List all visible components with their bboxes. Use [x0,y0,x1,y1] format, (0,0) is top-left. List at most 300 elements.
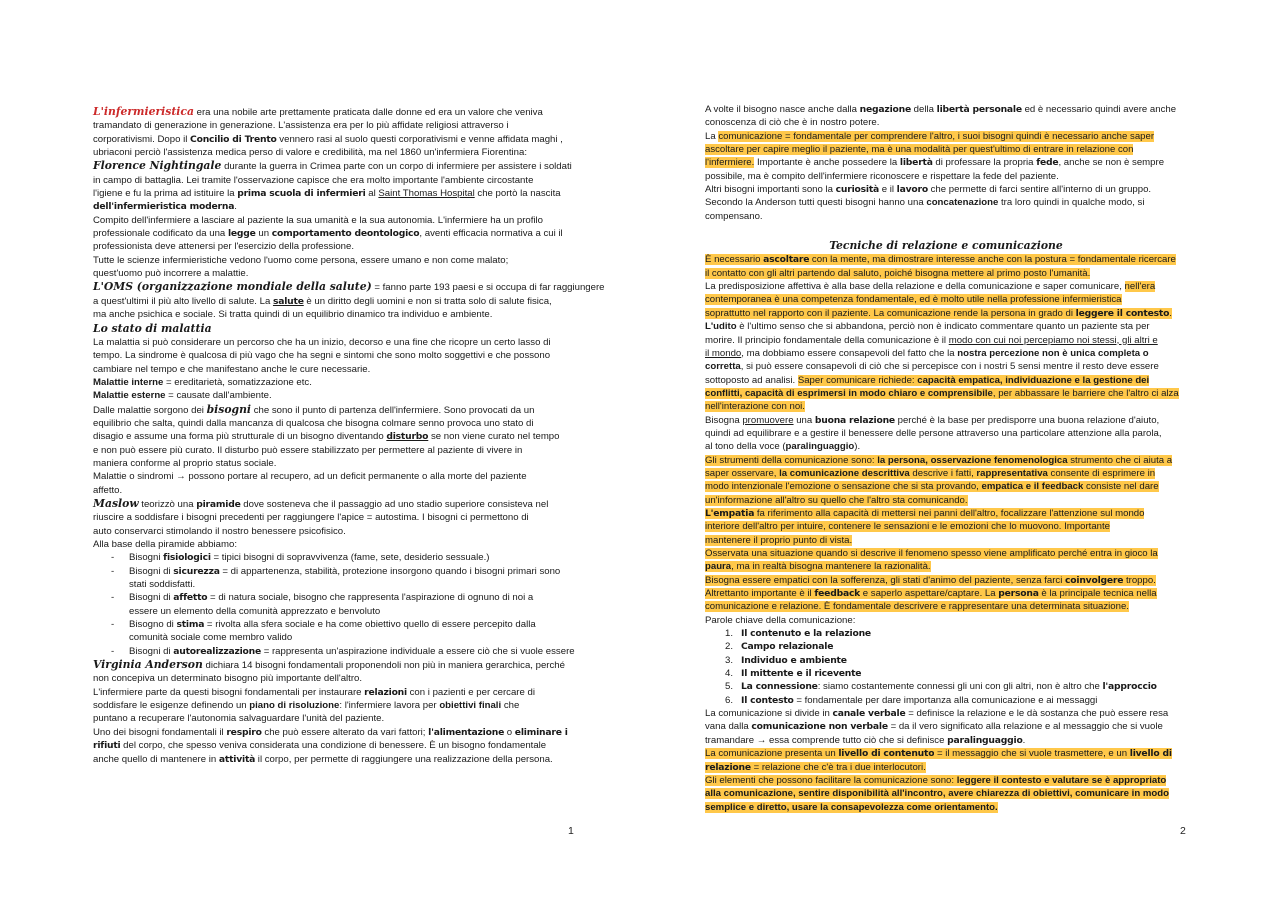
text-span: , per abbassare le barriere che l'altro ci alza [992,387,1179,399]
text-span: disturbo [386,431,429,443]
text-span: L'infermieristica [93,105,194,118]
numbered-list-item [705,654,1187,667]
text-span: comunità sociale come membro valido [129,632,293,644]
text-span: è la principale tecnica nella [1038,588,1157,600]
text-span: ed è necessario quindi avere anche [1021,104,1177,115]
text-line [705,130,1187,143]
text-span: e il [879,184,897,196]
text-span: La comunicazione presenta un [705,748,839,760]
text-span: che permette di farci sentire all'interno di un gruppo. [927,184,1152,196]
text-span: = fanno parte 193 paesi e si occupa di far raggiungere [371,282,605,294]
text-span: al tono della voce ( [705,441,786,453]
text-span: capacità empatica, individuazione e la gestione dei [917,374,1150,386]
text-line [705,454,1187,467]
text-span: tempo. La sindrome è qualcosa di più vago che ha segni e sintomi che sono molto soggettivi e che possono [93,350,551,362]
bullet-marker: - [111,552,115,564]
text-line [705,253,1187,266]
text-span: perché è la base per predisporre una buona relazione d'aiuto, [894,414,1160,426]
text-span: leggere il contesto e valutare se è appropriato [956,774,1167,786]
text-span: era una nobile arte prettamente praticata dalle donne ed era un valore che veniva [193,107,543,118]
text-span: descrive i fatti, [909,467,977,479]
text-span: Saper comunicare richiede: [797,374,918,386]
text-line [705,116,1187,129]
text-span: un'informazione all'altro su quello che l'altro sta comunicando. [705,494,968,506]
text-line [93,686,575,699]
text-span: stati soddisfatti. [129,579,196,591]
text-span: Uno dei bisogni fondamentali il [93,726,227,738]
text-span: un [255,228,272,240]
text-span: L'udito [705,321,737,333]
text-span: soddisfare le esigenze definendo un [93,700,250,712]
text-span: di professare la propria [932,157,1037,169]
text-span: troppo. [1123,574,1156,586]
text-span: = fondamentale per dare importanza alla comunicazione e ai messaggi [793,694,1098,706]
text-line [705,547,1187,560]
text-span: Bisogni di [129,565,174,577]
text-span: Osservata una situazione quando si descrive il fenomeno spesso viene amplificato perché entra in gioco la [705,548,1158,559]
text-span: Bisogno di [129,619,177,631]
text-line [705,761,1187,774]
text-span: il corpo, per permette di raggiungere una realizzazione della persona. [255,753,553,765]
text-line [705,480,1187,493]
text-line [705,734,1187,747]
text-span: dichiara 14 bisogni fondamentali proponendoli non più in maniera gerarchica, perché [202,660,565,672]
text-line [705,520,1187,533]
text-span: l'alimentazione [428,726,505,738]
text-span: Concilio di Trento [190,133,277,145]
text-span: strumento che ci aiuta a [1067,454,1173,466]
text-span: in campo di battaglia. Lei tramite l'osservazione capisce che era molto importante l'ambiente circostante [93,174,534,186]
text-span: fede [1036,157,1059,169]
text-line [93,403,575,417]
text-span: stima [176,619,205,631]
text-span: = il messaggio che si vuole trasmettere, e un [934,748,1130,760]
text-span: piramide [196,498,241,510]
text-line [705,387,1187,400]
text-line [705,614,1187,627]
text-span: Il contenuto e la relazione [741,628,871,640]
text-line [93,159,575,173]
text-span: livello di [1129,748,1172,760]
text-line [705,156,1187,169]
text-span: conflitti, capacità di esprimersi in modo chiaro e comprensibile [705,387,993,399]
text-span: l'infermiere. [705,157,755,169]
text-span: professionale codificato da una [93,228,228,240]
text-span: il contatto con gli altri partendo dal saluto, poiché bisogna mettere al primo posto l'umanità. [705,267,1091,279]
text-span: relazione [705,761,751,773]
text-span: possibile, ma è compito dell'infermiere riconoscere e rispettare la fede del paziente. [705,170,1059,182]
text-line [705,170,1187,183]
text-span: e saperlo aspettare/captare. La [860,588,999,600]
text-line [93,578,575,591]
text-span: = definisce la relazione e le dà sostanza che può essere resa [905,708,1169,720]
text-line [705,143,1187,156]
text-span: teorizzò una [138,498,197,510]
text-line [705,534,1187,547]
text-line [93,389,575,402]
text-span: alla comunicazione, sentire disponibilità all'incontro, avere chiarezza di obiettivi, comunicare in modo [705,788,1169,800]
text-span: a quest'ultimi il più alto livello di salute. La [93,295,273,307]
text-span: vennero rasi al suolo questi corporativismi e venne affidata maghi , [276,133,563,145]
text-span: Maslow [93,496,139,510]
text-span: Il contesto [741,694,794,706]
text-span: tramandare → essa comprende tutto ciò che si definisce [705,734,948,746]
text-span: saper osservare, [705,467,780,479]
text-line [705,210,1187,223]
text-span: modo intenzionale l'emozione o sensazione che si sta provando, [705,481,982,493]
text-line [705,587,1187,600]
text-span: contemporanea è una competenza fondamentale, ed è molto utile nella professione infermieristica [705,294,1122,306]
text-span: Il mittente e il ricevente [741,668,862,680]
text-span: al [365,188,379,200]
text-span: obiettivi finali [439,700,502,712]
text-line [705,787,1187,800]
text-line [93,146,575,159]
text-span: Bisogni di [129,592,174,604]
text-span: Bisogni [129,552,164,564]
bullet-list-item [93,618,575,631]
text-line [93,538,575,551]
text-span: Compito dell'infermiere a lasciare al paziente la sua umanità e la sua autonomia. L'infermiere ha un profilo [93,214,544,226]
text-line [93,658,575,672]
text-span: Altrettanto importante è il [705,588,815,600]
text-span: Bisogna [705,414,743,426]
text-span: comunicazione e relazione. È fondamentale descrivere e rappresentare una determinata situazione. [705,601,1129,613]
text-span: auto conservarci stimolando il nostro benessere psicofisico. [93,525,346,537]
text-span: , anche se non è sempre [1058,157,1165,169]
text-span: dove sosteneva che il passaggio ad uno stadio superiore consisteva nel [240,498,549,510]
text-span: Bisogni di [129,645,174,657]
text-span: corretta [705,361,741,373]
text-span: Importante è anche possedere la [754,157,900,169]
text-span: paralinguaggio [947,734,1023,746]
text-line [93,631,575,644]
text-span: = di appartenenza, stabilità, protezione insorgono quando i bisogni primari sono [219,565,561,577]
text-span: , aventi efficacia normativa a cui il [419,228,563,240]
text-span: salute [272,295,304,307]
text-span: . [1022,734,1026,746]
list-number: 3. [725,654,734,666]
text-span: nostra percezione non è unica completa o [957,347,1149,359]
text-line [705,747,1187,760]
text-span: legge [227,228,256,240]
text-span: Bisogna essere empatici con la sofferenza, gli stati d'animo del paziente, senza farci [705,574,1066,586]
text-line [705,183,1187,196]
text-span: affetto. [93,484,123,496]
text-line [705,374,1187,387]
text-span: dell'infermieristica moderna [93,201,235,213]
text-line [705,467,1187,480]
text-span: non concepiva un determinato bisogno più importante dell'altro. [93,673,363,685]
bullet-list-item [93,565,575,578]
text-span: paralinguaggio [785,441,855,453]
text-span: . [1169,307,1172,319]
text-line [93,712,575,725]
text-line [705,574,1187,587]
text-span: Florence Nightingale [93,159,222,173]
text-span: semplice e diretto, usare la consapevolezza come orientamento. [705,801,998,813]
text-line [93,699,575,712]
text-span: = relazione che c'è tra i due interlocutori. [750,761,926,773]
text-span: Malattie o sindromi → possono portare al recupero, ad un deficit permanente o alla morte del paziente [93,471,527,483]
text-span: canale verbale [832,708,906,720]
text-span: persona [998,588,1039,600]
text-span: = di natura sociale, bisogno che rappresenta l'aspirazione di ognuno di noi a [207,592,534,604]
text-span: morire. Il principio fondamentale della comunicazione è il [705,334,949,346]
text-span: = da il vero significato alla relazione e al messaggio che si vuole [887,721,1163,733]
text-span: interiore dell'altro per intuire, contenere le sensazioni e le emozioni che lo muovono. Importante [705,521,1110,533]
text-span: , ma dobbiamo essere consapevoli del fatto che la [741,347,958,359]
list-number: 2. [725,641,734,653]
text-line [93,470,575,483]
text-span: modo con cui noi percepiamo noi stessi, gli altri e [948,334,1158,346]
text-line [93,267,575,280]
text-line [93,363,575,376]
text-span: della [911,104,937,115]
text-span: mantenere il proprio punto di vista. [705,534,853,546]
text-span: Malattie esterne [93,390,166,402]
text-span: o [504,726,515,738]
text-line [705,280,1187,293]
text-span: comunicazione = fondamentale per comprendere l'altro, i suoi bisogni quindi è necessario anche saper [718,130,1155,142]
text-span: concatenazione [926,197,999,209]
text-line [705,720,1187,733]
text-span: essere un elemento della comunità apprezzato e benvoluto [129,605,381,617]
text-line [93,739,575,752]
text-span: se non viene curato nel tempo [428,431,560,443]
text-span: Tutte le scienze infermieristiche vedono l'uomo come persona, essere umano e non come malato; [93,254,509,266]
page-2-text [705,103,1187,814]
text-span: , si può essere consapevoli di ciò che si percepisce con i nostri 5 sensi mentre il resto deve essere [740,361,1159,373]
text-line [705,196,1187,209]
text-line [93,336,575,349]
text-span: La comunicazione si divide in [705,708,833,720]
text-span: libertà [899,157,933,169]
bullet-list-item [93,645,575,658]
text-span: professionista deve attenersi per l'esercizio della professione. [93,241,355,253]
text-line [705,600,1187,613]
text-span: buona relazione [814,414,895,426]
text-span: = causate dall'ambiente. [165,390,272,402]
text-span: curiosità [835,184,880,196]
text-span: : l'infermiere lavora per [339,700,440,712]
text-line [705,334,1187,347]
text-span: negazione [859,104,912,115]
text-span: , ma in realtà bisogna mantenere la razionalità. [731,561,931,573]
text-span: che [501,700,520,712]
text-span: fisiologici [163,552,211,564]
text-line [93,280,605,294]
text-line [93,174,575,187]
text-line [705,320,1187,333]
text-span: Virginia Anderson [93,658,203,672]
text-line [93,308,575,321]
text-line [93,240,575,253]
text-span: durante la guerra in Crimea parte con un corpo di infermiere per assistere i soldati [221,161,572,173]
numbered-list-item [705,667,1187,680]
list-number: 4. [725,668,734,680]
bullet-marker: - [111,619,115,631]
text-span: del corpo, che spesso veniva considerata una condizione di benessere. È un bisogno fondamentale [120,740,547,752]
text-line [93,457,575,470]
page-number: 2 [1180,825,1186,837]
text-line [93,444,575,457]
text-span: ascoltare [763,254,810,266]
section-heading [705,223,1187,253]
text-span: : siamo costantemente connessi gli uni con gli altri, non è altro che [817,681,1103,693]
text-line [705,414,1187,427]
text-span: Malattie interne [93,376,164,388]
numbered-list-item [705,680,1187,693]
text-span: = ereditarietà, somatizzazione etc. [163,376,312,388]
text-span: tra loro quindi in qualche modo, si [998,197,1145,209]
text-span: Tecniche di relazione e comunicazione [829,239,1063,253]
text-span: Lo stato di malattia [93,321,212,335]
text-span: Saint Thomas Hospital [378,188,475,200]
text-line [705,400,1187,413]
text-span: paura [705,561,732,573]
text-span: relazioni [364,686,407,698]
page-1-text [93,105,605,766]
text-span: livello di contenuto [838,748,935,760]
text-span: il mondo [705,347,742,359]
text-span: soprattutto nel rapporto con il paziente. La comunicazione rende la persona in grado di [705,307,1076,319]
list-number: 5. [725,681,734,693]
text-line [93,525,575,538]
text-line [93,133,575,146]
text-span: disagio e assume una forma più strutturale di un bisogno diventando [93,431,387,443]
text-span: conoscenza di ciò che è in nostro potere. [705,117,880,129]
text-span: sottoposto ad analisi. [705,374,798,386]
text-span: anche quello di mantenere in [93,753,219,765]
text-span: ascoltare per capire meglio il paziente, ma è una modalità per quest'ultimo di entrare in relazione con [705,144,1134,156]
text-span: A volte il bisogno nasce anche dalla [705,104,860,115]
text-span: la persona, osservazione fenomenologica [877,454,1068,466]
text-span: empatica e il feedback [981,481,1084,493]
text-span: La [705,130,719,142]
text-span: compensano. [705,210,763,222]
text-span: fa riferimento alla capacità di mettersi nei panni dell'altro, focalizzare l'attenzione sul mondo [754,507,1145,519]
text-span: autorealizzazione [173,645,262,657]
text-span: Alla base della piramide abbiamo: [93,539,237,550]
bullet-list-item [93,551,575,564]
bullet-marker: - [111,645,115,657]
text-span: attività [218,753,256,765]
text-line [705,307,1187,320]
text-line [93,214,575,227]
text-line [705,560,1187,573]
text-line [705,103,1187,116]
text-span: l'igiene e fu la prima ad istituire la [93,188,238,200]
text-line [705,427,1187,440]
text-span: = rivolta alla sfera sociale e ha come obiettivo quello di essere percepito dalla [204,619,536,631]
text-line [705,293,1187,306]
text-span: Dalle malattie sorgono dei [93,404,207,416]
text-span: equilibrio che salta, quindi dalla mancanza di qualcosa che bisogna colmare senno provoca uno stato di [93,417,534,429]
text-line [705,494,1187,507]
text-span: . [234,201,237,213]
text-span: = rappresenta un'aspirazione individuale a essere ciò che si vuole essere [261,645,575,657]
numbered-list-item [705,640,1187,653]
text-span: consiste nel dare [1083,481,1159,493]
text-line [705,347,1187,360]
text-span: L'empatia [705,507,755,519]
text-span: lavoro [896,184,928,196]
text-span: comportamento deontologico [271,228,420,240]
text-span: è l'ultimo senso che si abbandona, perciò non è indicato commentare quanto un paziente sta per [736,321,1150,333]
text-span: leggere il contesto [1075,307,1170,319]
text-span: una [793,414,815,426]
text-span: = tipici bisogni di sopravvivenza (fame, sete, desiderio sessuale.) [210,552,490,564]
text-span: bisogni [206,402,252,416]
text-span: tramandato di generazione in generazione. L'assistenza era per lo più affidate religiosi attraverso i [93,120,509,132]
text-span: vana dalla [705,721,752,733]
text-span: rappresentativa [976,467,1048,479]
text-span: puntano a recuperare l'autonomia salvaguardare l'unità del paziente. [93,713,385,725]
text-line [93,119,575,132]
text-span: piano di risoluzione [249,700,340,712]
text-line [93,200,575,213]
text-line [93,417,575,430]
text-span: respiro [226,726,262,738]
text-span: La predisposizione affettiva è alla base della relazione e della comunicazione e saper comunicare, [705,281,1125,293]
text-line [705,360,1187,373]
text-span: corporativismi. Dopo il [93,133,191,145]
text-span: rifiuti [93,740,121,752]
text-span: Gli strumenti della comunicazione sono: [705,454,878,466]
text-line [93,753,575,766]
text-line [705,774,1187,787]
text-line [93,484,575,497]
text-line [93,497,575,511]
text-span: la comunicazione descrittiva [779,467,910,479]
text-line [705,267,1187,280]
text-span: ma anche psichica e sociale. Si tratta quindi di un equilibrio dinamico tra individuo e ambiente. [93,309,493,321]
text-span: eliminare i [514,726,568,738]
text-span: che portò la nascita [474,188,561,200]
text-line [93,295,575,308]
text-line [93,105,575,119]
text-span: con i pazienti e per cercare di [406,686,535,698]
text-span: Individuo e ambiente [741,654,847,666]
text-span: e non può essere più curato. Il disturbo può essere stabilizzato per permettere al paziente di vivere in [93,444,523,456]
text-span: L'OMS (organizzazione mondiale della salute) [93,280,372,294]
text-span: È necessario [705,254,764,266]
text-line [93,672,575,685]
text-line [705,707,1187,720]
text-span: Altri bisogni importanti sono la [705,184,836,196]
text-line [93,254,575,267]
list-number: 6. [725,694,734,706]
text-line [93,349,575,362]
text-span: consente di esprimere in [1047,467,1156,479]
numbered-list-item [705,627,1187,640]
text-span: quindi ad equilibrare e a gestire il benessere delle persone attraverso una particolare attenzione alla parola, [705,427,1162,439]
text-line [93,187,575,200]
bullet-marker: - [111,592,115,604]
text-span: ubriaconi perciò l'assistenza medica perso di valore e credibilità, ma nel 1860 un'infermiera Fiorentina: [93,147,528,159]
page-number: 1 [568,825,574,837]
text-span: Gli elementi che possono facilitare la comunicazione sono: [705,774,957,786]
text-span: Secondo la Anderson tutti questi bisogni hanno una [705,197,927,209]
text-line [705,507,1187,520]
text-line [93,511,575,524]
text-line [93,227,575,240]
text-span: con la mente, ma dimostrare interesse anche con la postura = fondamentale ricercare [809,254,1176,266]
text-span: l'approccio [1102,681,1157,693]
text-span: Parole chiave della comunicazione: [705,614,856,626]
text-span: sicurezza [173,565,220,577]
